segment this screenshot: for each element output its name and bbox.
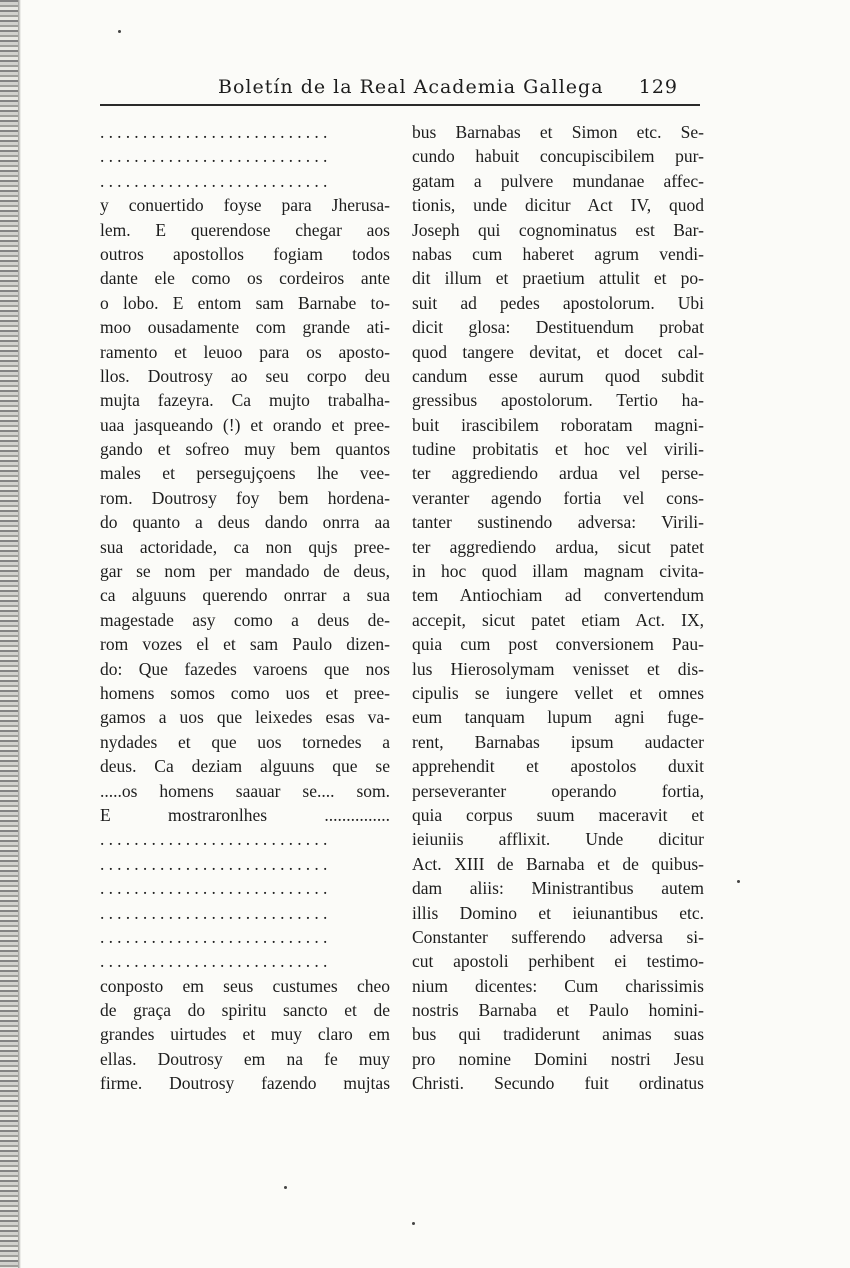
text-line: Act. XIII de Barnaba et de quibus- (412, 853, 704, 874)
text-line: moo ousadamente com grande ati- (100, 317, 390, 338)
text-line: ramento et leuoo para os aposto- (100, 341, 390, 362)
text-line: Joseph qui cognominatus est Bar- (412, 219, 704, 240)
text-line: ........................... (100, 146, 332, 167)
text-line: illis Domino et ieiunantibus etc. (412, 902, 704, 923)
text-line: dam aliis: Ministrantibus autem (412, 878, 704, 899)
text-line: gatam a pulvere mundanae affec- (412, 170, 704, 191)
running-title: Boletín de la Real Academia Gallega (218, 76, 604, 98)
text-line: Christi. Secundo fuit ordinatus (412, 1073, 704, 1094)
text-line: rom vozes el et sam Paulo dizen- (100, 634, 390, 655)
text-line: dit illum et praetium attulit et po- (412, 268, 704, 289)
text-line: deus. Ca deziam alguuns que se (100, 756, 390, 777)
paper-speck (284, 1186, 287, 1189)
text-line: tem Antiochiam ad convertendum (412, 585, 704, 606)
text-line: quia cum post conversionem Pau- (412, 634, 704, 655)
paper-speck (737, 880, 740, 883)
text-line: E mostraronlhes ............... (100, 804, 390, 825)
text-line: cundo habuit concupiscibilem pur- (412, 146, 704, 167)
paper-speck (412, 1222, 415, 1225)
text-line: accepit, sicut patet etiam Act. IX, (412, 609, 704, 630)
text-line: tanter sustinendo adversa: Virili- (412, 512, 704, 533)
text-line: dicit glosa: Destituendum probat (412, 317, 704, 338)
text-line: ........................... (100, 926, 332, 947)
text-line: tionis, unde dicitur Act IV, quod (412, 195, 704, 216)
text-line: ellas. Doutrosy em na fe muy (100, 1048, 390, 1069)
text-line: gressibus apostolorum. Tertio ha- (412, 390, 704, 411)
text-line: do: Que fazedes varoens que nos (100, 658, 390, 679)
text-line: nostris Barnaba et Paulo homini- (412, 1000, 704, 1021)
text-line: nium dicentes: Cum charissimis (412, 975, 704, 996)
text-line: rom. Doutrosy foy bem hordena- (100, 487, 390, 508)
text-line: cipulis se iungere vellet et omnes (412, 682, 704, 703)
text-line: perseveranter operando fortia, (412, 780, 704, 801)
text-line: bus qui tradiderunt animas suas (412, 1024, 704, 1045)
text-line: pro nomine Domini nostri Jesu (412, 1048, 704, 1069)
paper-speck (118, 30, 121, 33)
left-text-column (100, 120, 390, 1096)
text-line: lem. E querendose chegar aos (100, 219, 390, 240)
text-line: suit ad pedes apostolorum. Ubi (412, 292, 704, 313)
text-line: dante ele como os cordeiros ante (100, 268, 390, 289)
right-text-column (412, 120, 704, 1096)
text-line: rent, Barnabas ipsum audacter (412, 731, 704, 752)
text-line: males et persegujçoens lhe vee- (100, 463, 390, 484)
text-line: de graça do spiritu sancto et de (100, 1000, 390, 1021)
text-line: gando et sofreo muy bem quantos (100, 439, 390, 460)
text-line: llos. Doutrosy ao seu corpo deu (100, 365, 390, 386)
text-line: gar se nom per mandado de deus, (100, 561, 390, 582)
text-line: lus Hierosolymam venisset et dis- (412, 658, 704, 679)
book-spine-edge (0, 0, 18, 1268)
text-line: Constanter sufferendo adversa si- (412, 926, 704, 947)
text-line: do quanto a deus dando onrra aa (100, 512, 390, 533)
text-line: quod tangere devitat, et docet cal- (412, 341, 704, 362)
text-line: ca alguuns querendo onrrar a sua (100, 585, 390, 606)
header-rule (100, 104, 700, 106)
text-line: y conuertido foyse para Jherusa- (100, 195, 390, 216)
text-line: ........................... (100, 853, 332, 874)
text-line: ........................... (100, 951, 332, 972)
text-line: nabas cum haberet agrum vendi- (412, 243, 704, 264)
text-line: grandes uirtudes et muy claro em (100, 1024, 390, 1045)
text-line: ........................... (100, 878, 332, 899)
text-line: ter aggrediendo ardua, sicut patet (412, 536, 704, 557)
text-line: o lobo. E entom sam Barnabe to- (100, 292, 390, 313)
text-line: ieiuniis afflixit. Unde dicitur (412, 829, 704, 850)
text-line: tudine probitatis et hoc vel virili- (412, 439, 704, 460)
text-line: veranter agendo fortia vel cons- (412, 487, 704, 508)
text-line: ........................... (100, 902, 332, 923)
text-line: eum tanquam lupum agni fuge- (412, 707, 704, 728)
text-line: mujta fazeyra. Ca mujto trabalha- (100, 390, 390, 411)
text-line: gamos a uos que leixedes esas va- (100, 707, 390, 728)
text-line: sua actoridade, ca non qujs pree- (100, 536, 390, 557)
text-line: .....os homens saauar se.... som. (100, 780, 390, 801)
text-line: candum esse aurum quod subdit (412, 365, 704, 386)
text-line: ........................... (100, 829, 332, 850)
page-number: 129 (638, 76, 678, 98)
text-line: uaa jasqueando (!) et orando et pree- (100, 414, 390, 435)
text-line: firme. Doutrosy fazendo mujtas (100, 1073, 390, 1094)
text-line: conposto em seus custumes cheo (100, 975, 390, 996)
text-line: ........................... (100, 122, 332, 142)
page-header (100, 72, 700, 102)
text-line: quia corpus suum maceravit et (412, 804, 704, 825)
text-line: outros apostollos fogiam todos (100, 243, 390, 264)
text-line: in hoc quod illam magnam civita- (412, 561, 704, 582)
text-line: buit irascibilem roboratam magni- (412, 414, 704, 435)
text-line: apprehendit et apostolos duxit (412, 756, 704, 777)
text-line: ter aggrediendo ardua vel perse- (412, 463, 704, 484)
text-line: cut apostoli perhibent ei testimo- (412, 951, 704, 972)
text-line: homens somos como uos et pree- (100, 682, 390, 703)
spine-shadow (18, 0, 21, 1268)
text-line: ........................... (100, 170, 332, 191)
text-line: nydades et que uos tornedes a (100, 731, 390, 752)
text-line: magestade asy como a deus de- (100, 609, 390, 630)
text-line: bus Barnabas et Simon etc. Se- (412, 122, 704, 142)
